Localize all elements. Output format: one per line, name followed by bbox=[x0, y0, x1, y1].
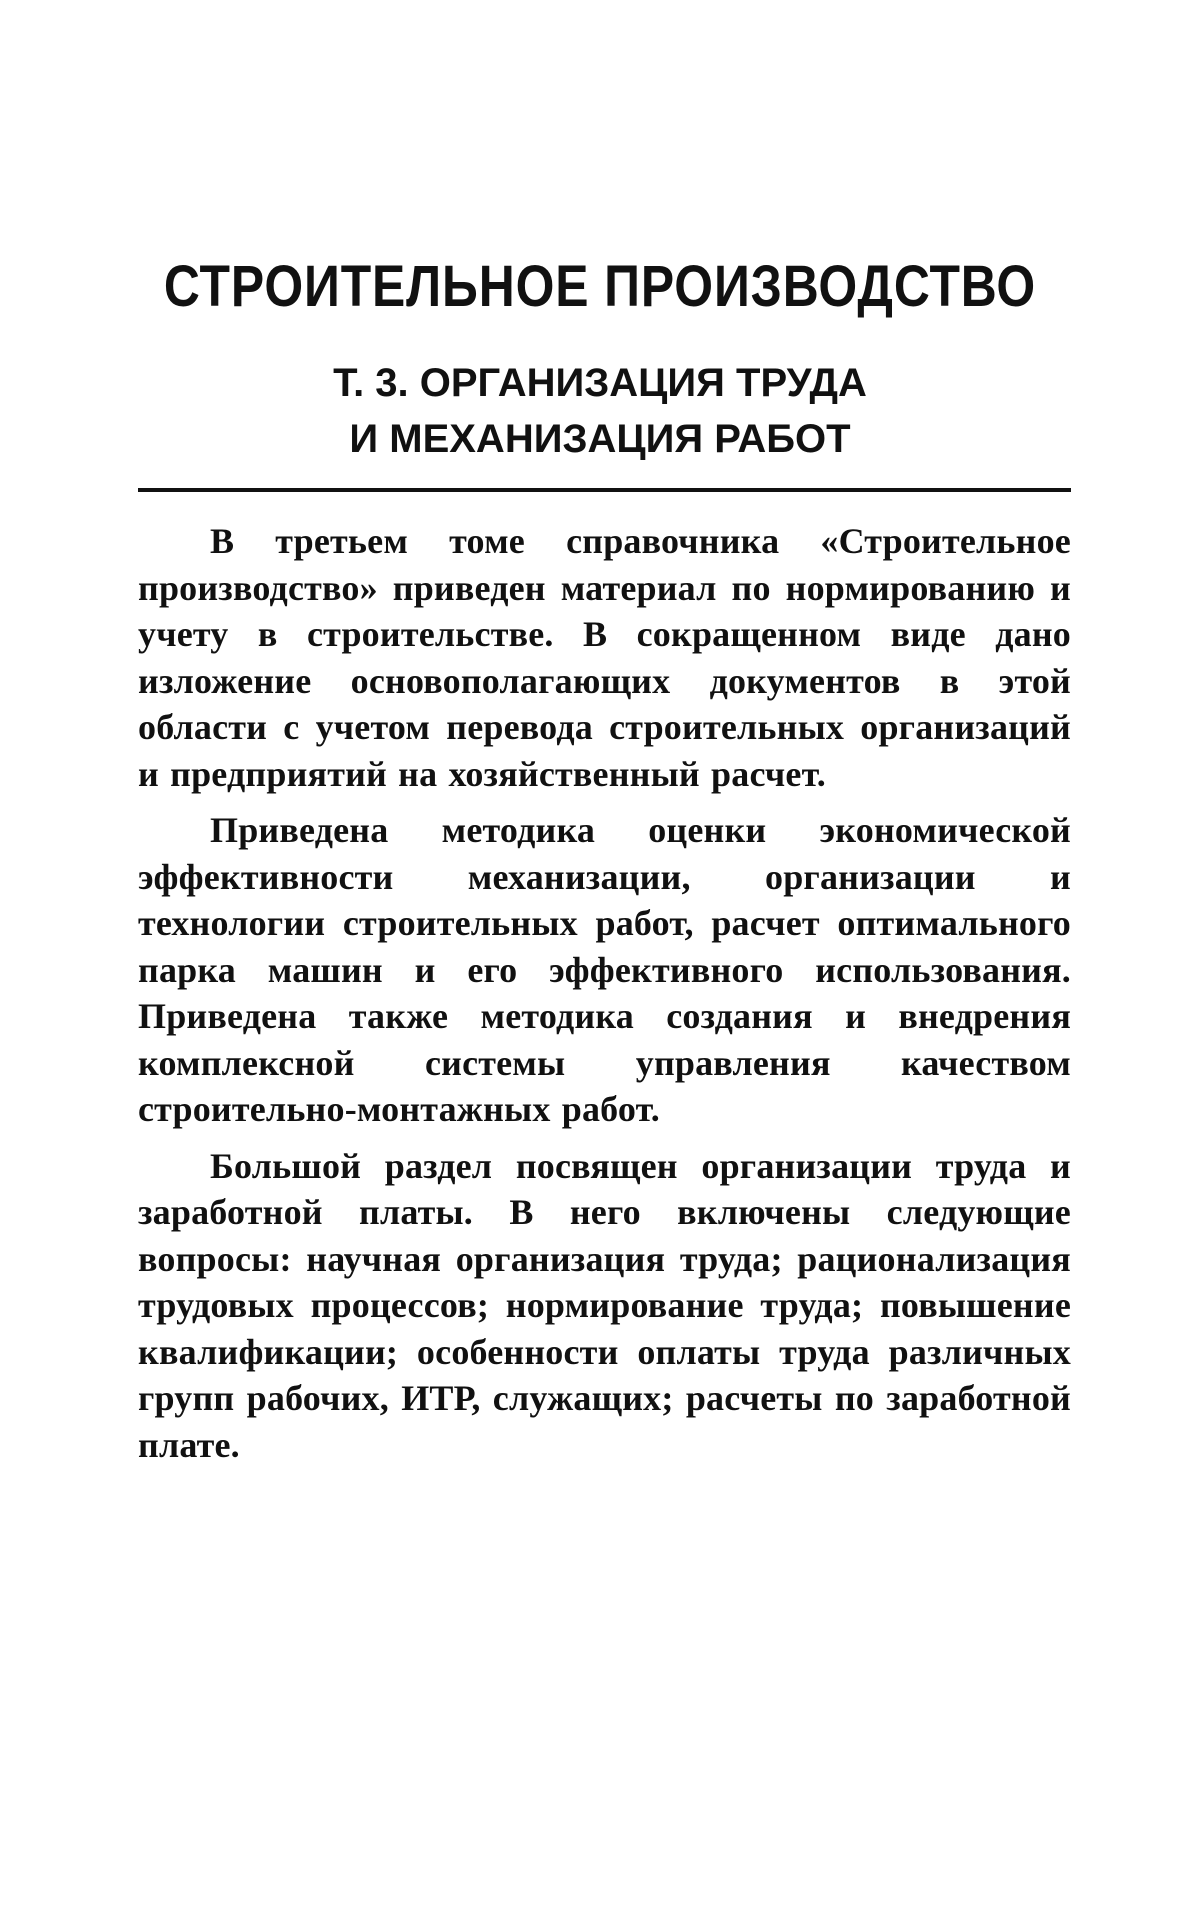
paragraph-1: В третьем томе справочника «Строительное производство» приведен материал по нормированию и учету в строительстве. В сокращенном виде дано изложение основополагающих документов в этой области с учетом перевода строительных организаций и предприятий на хозяйственный расчет. bbox=[138, 521, 1071, 794]
annotation-text bbox=[138, 518, 1071, 1478]
paragraph-2: Приведена методика оценки экономической эффективности механизации, организации и технологии строительных работ, расчет оптимального парка машин и его эффективного использования. Приведена также методика создания и внедрения комплексной системы управления качеством строительно-монтажных работ. bbox=[138, 810, 1071, 1129]
document-subtitle bbox=[0, 355, 1200, 467]
subtitle-line-2: И МЕХАНИЗАЦИЯ РАБОТ bbox=[349, 417, 851, 461]
subtitle-line-1: Т. 3. ОРГАНИЗАЦИЯ ТРУДА bbox=[333, 361, 867, 405]
title-divider-rule bbox=[138, 488, 1071, 492]
paragraph-3: Большой раздел посвящен организации труда и заработной платы. В него включены следующие вопросы: научная организация труда; рационализация трудовых процессов; нормирование труда; повышение квалификации; особенности оплаты труда различных групп рабочих, ИТР, служащих; расчеты по заработной плате. bbox=[138, 1145, 1071, 1465]
document-title: СТРОИТЕЛЬНОЕ ПРОИЗВОДСТВО bbox=[163, 254, 1037, 319]
